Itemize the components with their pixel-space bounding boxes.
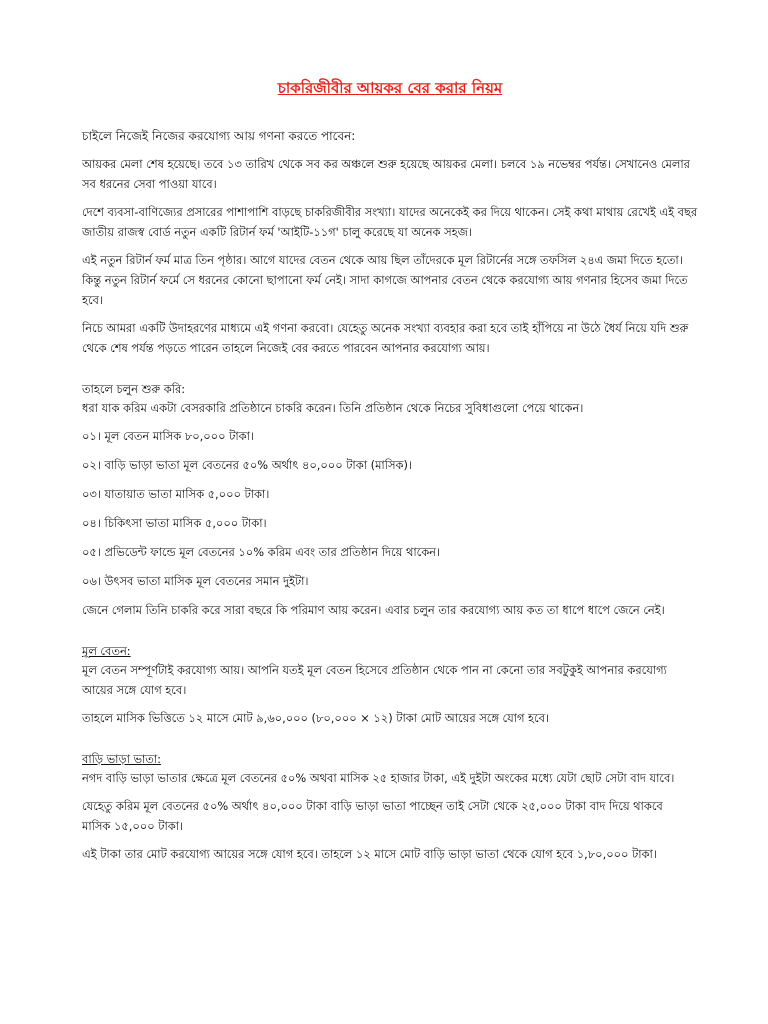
document-page — [82, 78, 698, 872]
house-rent-heading: বাড়ি ভাড়া ভাতা: — [82, 752, 161, 766]
basic-salary-line-2: আয়ের সঙ্গে যোগ হবে। — [82, 683, 187, 697]
list-item: ০৫। প্রভিডেন্ট ফান্ডে মূল বেতনের ১০% করিম এবং তার প্রতিষ্ঠান দিয়ে থাকেন। — [82, 545, 441, 559]
basic-salary-paragraph — [82, 660, 698, 700]
page-title: চাকরিজীবীর আয়কর বের করার নিয়ম — [277, 79, 503, 97]
intro-heading: চাইলে নিজেই নিজের করযোগ্য আয় গণনা করতে পাবেন: — [82, 129, 356, 143]
intro-paragraph-1: আয়কর মেলা শেষ হয়েছে। তবে ১৩ তারিখ থেকে সব কর অঞ্চলে শুরু হয়েছে আয়কর মেলা। চলবে ১৯ নভেম্বর পর্যন্ত। সেখানেও মেলার সব ধরনের সেবা পাওয়া যাবে। — [82, 157, 690, 191]
benefits-conclusion: জেনে গেলাম তিনি চাকরি করে সারা বছরে কি পরিমাণ আয় করেন। এবার চলুন তার করযোগ্য আয় কত তা ধাপে ধাপে জেনে নেই। — [82, 603, 665, 617]
intro-paragraph-3: এই নতুন রিটার্ন ফর্ম মাত্র তিন পৃষ্ঠার। আগে যাদের বেতন থেকে আয় ছিল তাঁদেরকে মূল রিটার্নের সঙ্গে তফসিল ২৪এ জমা দিতে হতো। কিন্তু নতুন রিটার্ন ফর্মে সে ধরনের কোনো ছাপানো ফর্ম নেই। সাদা কাগজে আপনার বেতন থেকে করযোগ্য আয় গণনার হিসেব জমা দিতে হবে। — [82, 253, 688, 307]
house-rent-total: এই টাকা তার মোট করযোগ্য আয়ের সঙ্গে যোগ হবে। তাহলে ১২ মাসে মোট বাড়ি ভাড়া ভাতা থেকে যোগ হবে ১,৮০,০০০ টাকা। — [82, 847, 657, 861]
house-rent-rule: নগদ বাড়ি ভাড়া ভাতার ক্ষেত্রে মূল বেতনের ৫০% অথবা মাসিক ২৫ হাজার টাকা, এই দুইটা অংকের মধ্যে যেটা ছোট সেটা বাদ যাবে। — [82, 771, 675, 785]
basic-salary-line-1: মূল বেতন সম্পূর্ণটাই করযোগ্য আয়। আপনি যতই মূল বেতন হিসেবে প্রতিষ্ঠান থেকে পান না কেনো তার সবটুকুই আপনার করযোগ্য — [82, 663, 667, 677]
list-item: ০৬। উৎসব ভাতা মাসিক মূল বেতনের সমান দুইটা। — [82, 574, 309, 588]
intro-paragraph-4: নিচে আমরা একটি উদাহরণের মাধ্যমে এই গণনা করবো। যেহেতু অনেক সংখ্যা ব্যবহার করা হবে তাই হাঁপিয়ে না উঠে ধৈর্য নিয়ে যদি শুরু থেকে শেষ পর্যন্ত পড়তে পারেন তাহলে নিজেই বের করতে পারবেন আপনার করযোগ্য আয়। — [82, 321, 689, 355]
start-paragraph: ধরা যাক করিম একটা বেসরকারি প্রতিষ্ঠানে চাকরি করেন। তিনি প্রতিষ্ঠান থেকে নিচের সুবিধাগুলো পেয়ে থাকেন। — [82, 401, 584, 415]
list-item: ০২। বাড়ি ভাড়া ভাতা মূল বেতনের ৫০% অর্থাৎ ৪০,০০০ টাকা (মাসিক)। — [82, 458, 412, 472]
list-item: ০৩। যাতায়াত ভাতা মাসিক ৫,০০০ টাকা। — [82, 487, 270, 501]
house-rent-example-line-2: মাসিক ১৫,০০০ টাকা। — [82, 819, 184, 833]
start-heading: তাহলে চলুন শুরু করি: — [82, 382, 186, 396]
intro-paragraph-2: দেশে ব্যবসা-বাণিজ্যের প্রসারের পাশাপাশি বাড়ছে চাকরিজীবীর সংখ্যা। যাদের অনেকেই কর দিয়ে থাকেন। সেই কথা মাথায় রেখেই এই বছর জাতীয় রাজস্ব বোর্ড নতুন একটি রিটার্ন ফর্ম 'আইটি-১১গ' চালু করেছে যা অনেক সহজ। — [82, 205, 698, 239]
basic-salary-heading: মূল বেতন: — [82, 644, 131, 658]
house-rent-example-line-1: যেহেতু করিম মূল বেতনের ৫০% অর্থাৎ ৪০,০০০ টাকা বাড়ি ভাড়া ভাতা পাচ্ছেন তাই সেটা থেকে ২৫,০০০ টাকা বাদ দিয়ে থাকবে — [82, 799, 663, 813]
benefits-list — [82, 426, 698, 591]
list-item: ০১। মূল বেতন মাসিক ৮০,০০০ টাকা। — [82, 429, 254, 443]
list-item: ০৪। চিকিৎসা ভাতা মাসিক ৫,০০০ টাকা। — [82, 516, 267, 530]
house-rent-example — [82, 796, 698, 836]
basic-salary-calculation: তাহলে মাসিক ভিত্তিতে ১২ মাসে মোট ৯,৬০,০০০ (৮০,০০০ × ১২) টাকা মোট আয়ের সঙ্গে যোগ হবে। — [82, 711, 550, 725]
